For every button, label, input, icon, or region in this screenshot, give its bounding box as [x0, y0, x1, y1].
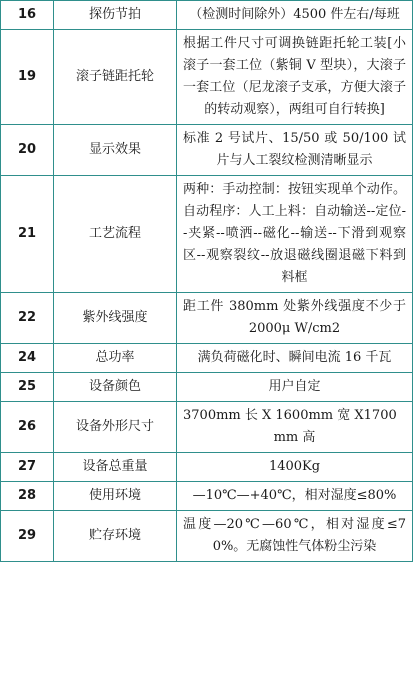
row-number: 21 [1, 176, 54, 293]
item-name: 设备总重量 [54, 453, 177, 482]
item-name: 使用环境 [54, 482, 177, 511]
row-number: 19 [1, 30, 54, 125]
item-name: 显示效果 [54, 125, 177, 176]
table-row [1, 402, 413, 453]
row-number: 22 [1, 293, 54, 344]
item-value: 用户自定 [177, 373, 413, 402]
table-row [1, 511, 413, 562]
item-value: 距工件 380mm 处紫外线强度不少于 2000μ W/cm2 [177, 293, 413, 344]
item-name: 贮存环境 [54, 511, 177, 562]
table-row [1, 344, 413, 373]
row-number: 24 [1, 344, 54, 373]
item-name: 设备颜色 [54, 373, 177, 402]
table-row [1, 293, 413, 344]
row-number: 26 [1, 402, 54, 453]
row-number: 29 [1, 511, 54, 562]
item-name: 探伤节拍 [54, 1, 177, 30]
row-number: 16 [1, 1, 54, 30]
row-number: 25 [1, 373, 54, 402]
item-value: —10℃—+40℃，相对湿度≤80% [177, 482, 413, 511]
row-number: 28 [1, 482, 54, 511]
table-row [1, 176, 413, 293]
item-name: 滚子链距托轮 [54, 30, 177, 125]
item-name: 设备外形尺寸 [54, 402, 177, 453]
item-value: 根据工件尺寸可调换链距托轮工装[小滚子一套工位（紫铜 V 型块），大滚子一套工位（尼龙滚子支承，方便大滚子的转动观察），两组可自行转换] [177, 30, 413, 125]
item-name: 工艺流程 [54, 176, 177, 293]
item-value: （检测时间除外）4500 件左右/每班 [177, 1, 413, 30]
item-value: 两种：手动控制：按钮实现单个动作。自动程序：人工上料：自动输送--定位--夹紧--喷洒--磁化--输送--下滑到观察区--观察裂纹--放退磁线圈退磁下料到料框 [177, 176, 413, 293]
item-value: 3700mm 长 X 1600mm 宽 X1700mm 高 [177, 402, 413, 453]
item-name: 总功率 [54, 344, 177, 373]
table-row [1, 30, 413, 125]
table-row [1, 125, 413, 176]
table-row [1, 1, 413, 30]
item-value: 1400Kg [177, 453, 413, 482]
row-number: 27 [1, 453, 54, 482]
item-value: 满负荷磁化时、瞬间电流 16 千瓦 [177, 344, 413, 373]
table-row [1, 373, 413, 402]
item-name: 紫外线强度 [54, 293, 177, 344]
table-row [1, 453, 413, 482]
item-value: 温度—20℃—60℃，相对湿度≤70%。无腐蚀性气体粉尘污染 [177, 511, 413, 562]
table-row [1, 482, 413, 511]
item-value: 标准 2 号试片、15/50 或 50/100 试片与人工裂纹检测清晰显示 [177, 125, 413, 176]
row-number: 20 [1, 125, 54, 176]
